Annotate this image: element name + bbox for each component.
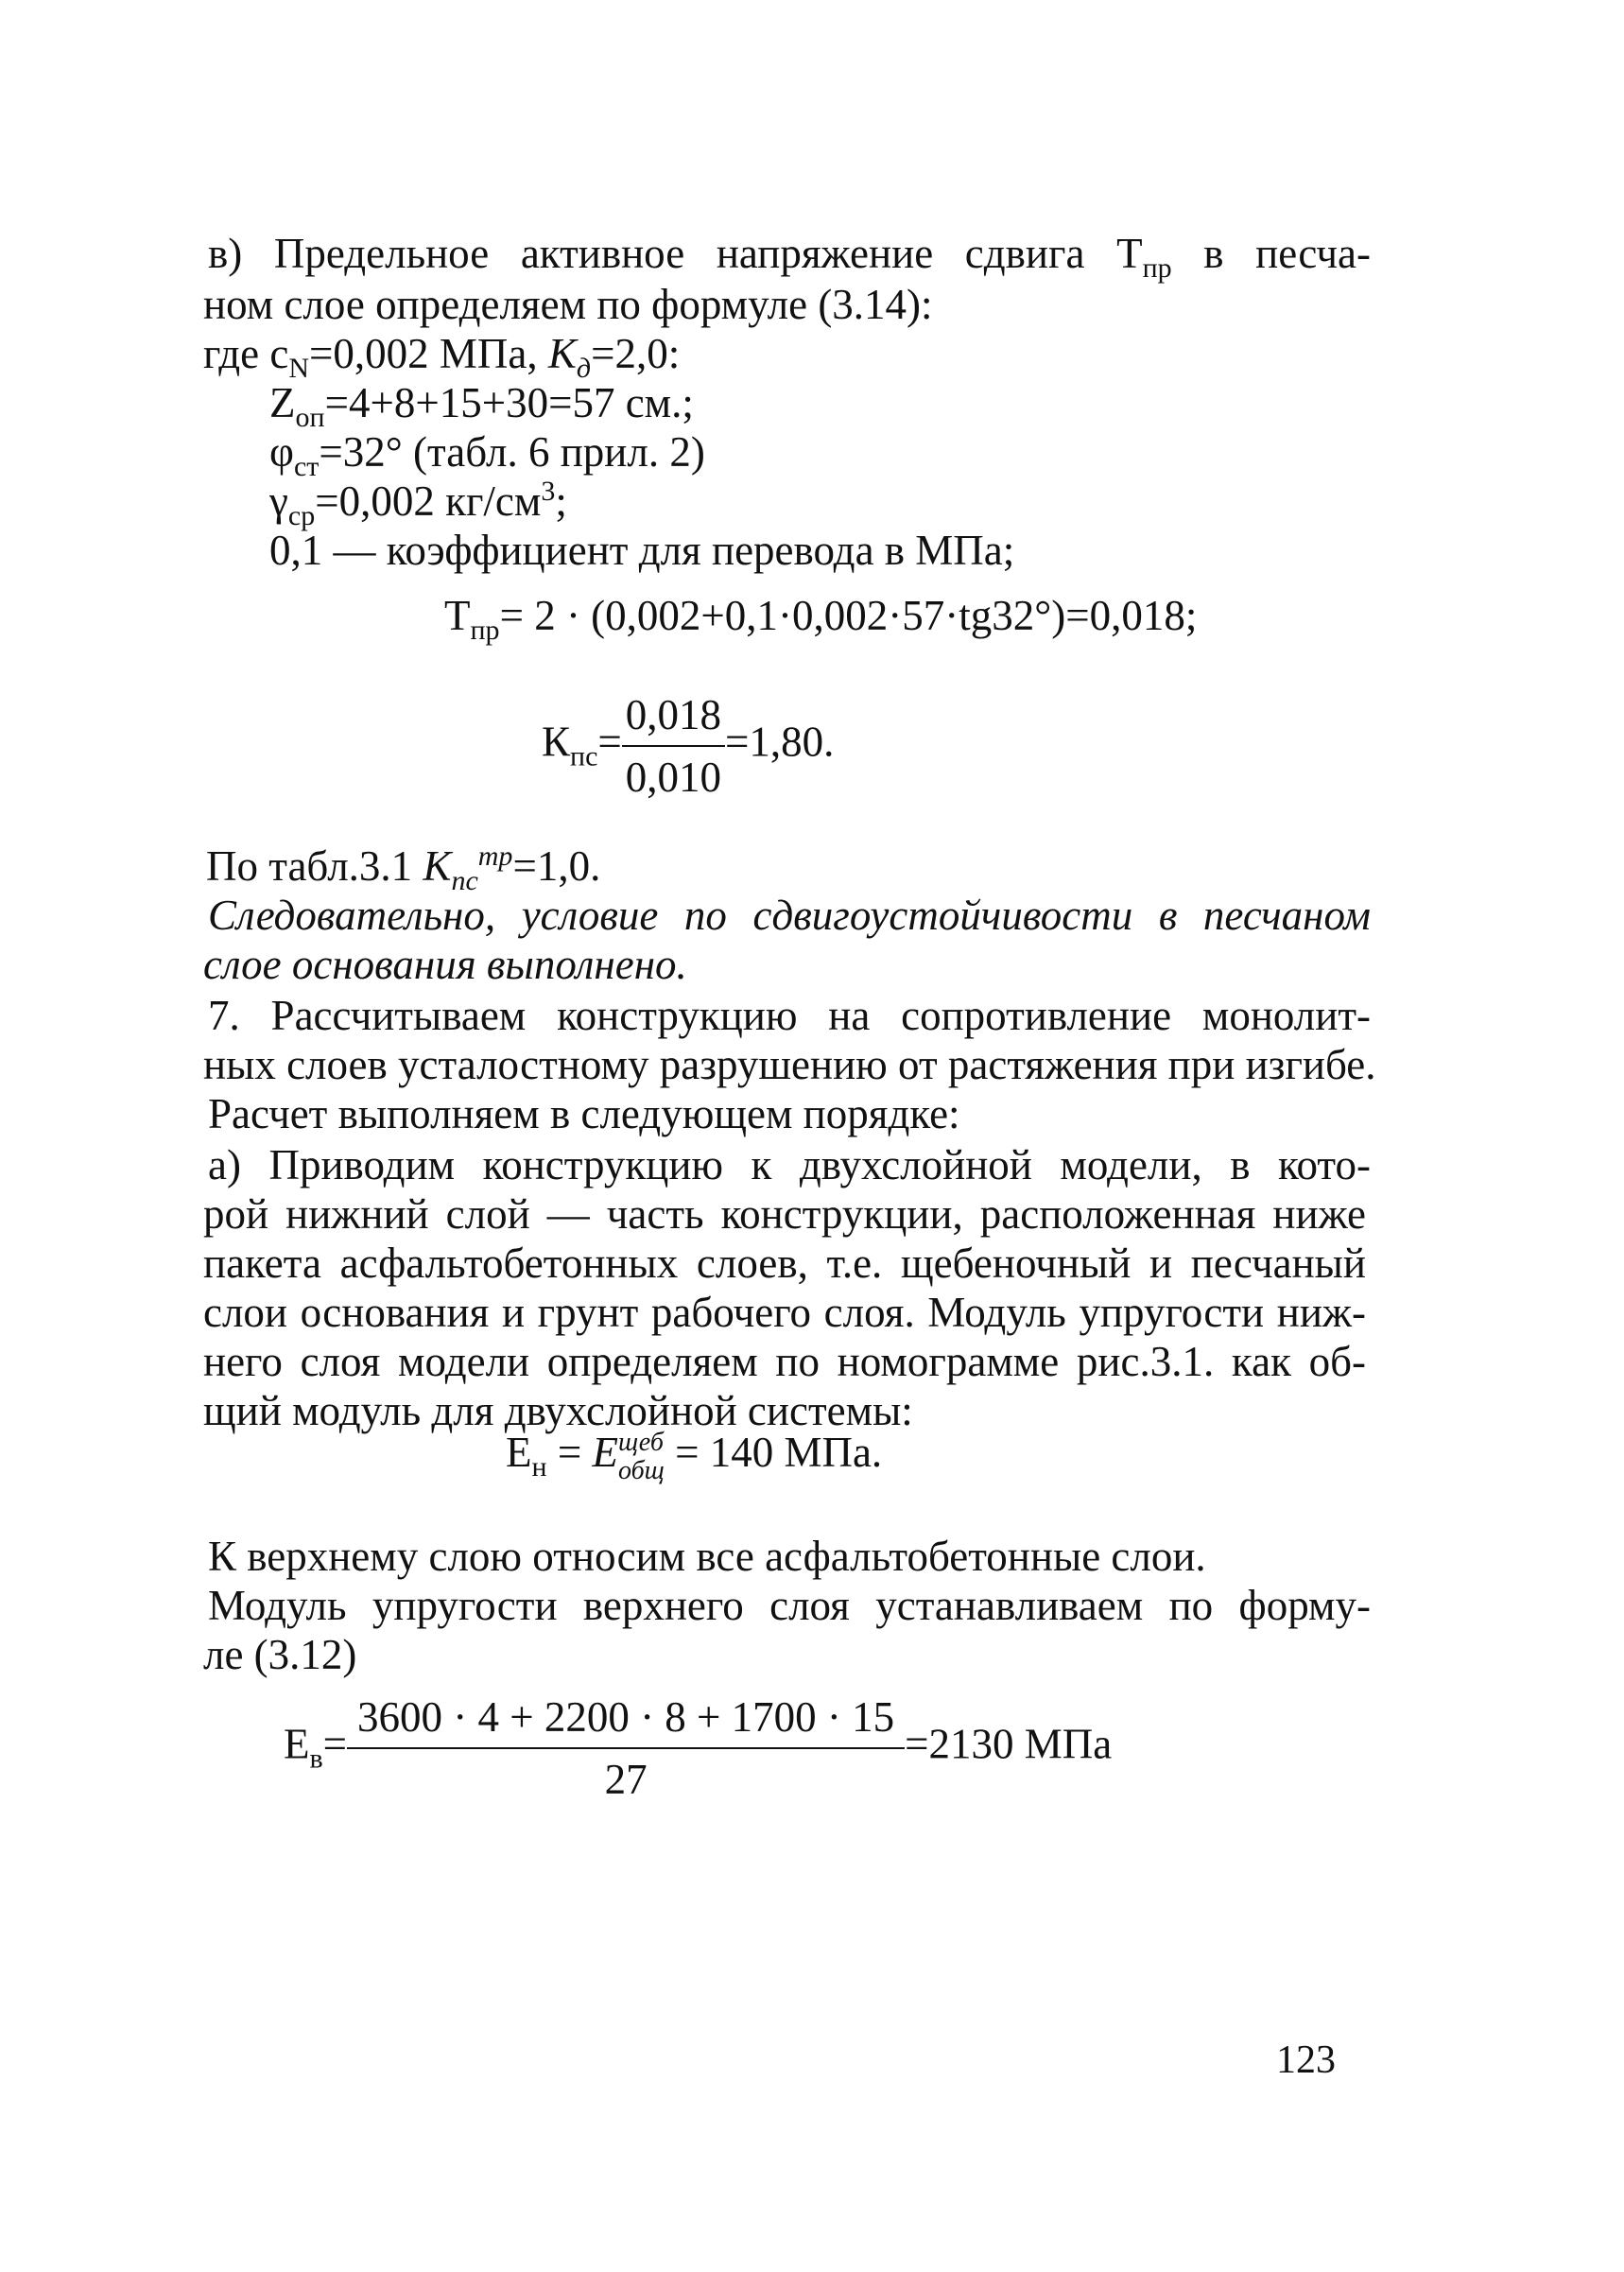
text-pa-line-6: щий модуль для двухслойной системы: — [203, 1387, 913, 1434]
text-upper-layer: К верхнему слою относим все асфальтобетонные слои. — [208, 1533, 1206, 1580]
formula-k-pc: $К_{пс}=$ $\frac{0,018}{0,010}$ =1,80. — [542, 691, 835, 801]
text-order-line: Расчет выполняем в следующем порядке: — [208, 1090, 960, 1137]
formula-e-n: $Е_н = E$ щеб общ = 140 МПа. — [506, 1427, 883, 1485]
text-modulus-line-1: Модуль упругости верхнего слоя устанавливаем по форму- — [208, 1582, 1371, 1629]
text-line-6: $\gamma_{ср}=0,002$ $кг/см^3$; — [269, 476, 567, 531]
formula-e-v: $Е_в=$ $\frac{3600 \cdot 4 + 2200 \cdot 8 + 1700 \cdot 15}{27}$ =2130 МПа — [284, 1693, 1113, 1803]
text-line-2: ном слое определяем по формуле (3.14): — [203, 281, 933, 328]
text-line-4: $Z_{оп}=4+8+15+30=57$ см.; — [269, 379, 694, 433]
text-pa-line-1: а) Приводим конструкцию к двухслойной модели, в кото- — [208, 1141, 1371, 1188]
text-line-7: 0,1 — коэффициент для перевода в МПа; — [269, 527, 1015, 574]
fraction-e-v: $\frac{3600 \cdot 4 + 2200 \cdot 8 + 1700 \cdot 15}{27}$ — [347, 1692, 905, 1804]
text-line-1: в) Предельное активное напряжение сдвига $Т_{пр}$ в песча- — [208, 230, 1372, 284]
text-pa-line-3: пакета асфальтобетонных слоев, т.е. щебеночный и песчаный — [203, 1240, 1366, 1287]
text-modulus-line-2: ле (3.12) — [203, 1631, 357, 1678]
text-pa-line-5: него слоя модели определяем по номограмме рис.3.1. как об- — [203, 1338, 1366, 1385]
text-pa-line-2: рой нижний слой — часть конструкции, расположенная ниже — [203, 1190, 1366, 1238]
text-table-ref: По табл.3.1 $K_{пс}^{тр}=1,0$. — [206, 841, 601, 896]
text-p7-line-1: 7. Рассчитываем конструкцию на сопротивление монолит- — [208, 992, 1371, 1039]
e-obsh-indices: щеб общ — [617, 1427, 665, 1485]
text-pa-line-4: слои основания и грунт рабочего слоя. Модуль упругости ниж- — [203, 1289, 1366, 1336]
fraction-k-pc: $\frac{0,018}{0,010}$ — [622, 690, 725, 802]
text-line-3: где $c_N=0,002$ МПа, $K_д=2,0$: — [203, 330, 681, 384]
text-conclusion-line-1: Следовательно, условие по сдвигоустойчивости в песчаном — [208, 892, 1371, 939]
text-p7-line-2: ных слоев усталостному разрушению от растяжения при изгибе. — [203, 1041, 1376, 1088]
formula-t-pr: $Т_{пр}= 2 \cdot (0,002+0,1\cdot 0,002\cdot 57\cdot tg32^\circ)=0,018$; — [444, 592, 1198, 646]
page-number: 123 — [1276, 2038, 1336, 2082]
text-line-5: $\varphi_{ст}=32^\circ$ (табл. 6 прил. 2) — [269, 428, 705, 482]
text-conclusion-line-2: слое основания выполнено. — [203, 941, 687, 988]
